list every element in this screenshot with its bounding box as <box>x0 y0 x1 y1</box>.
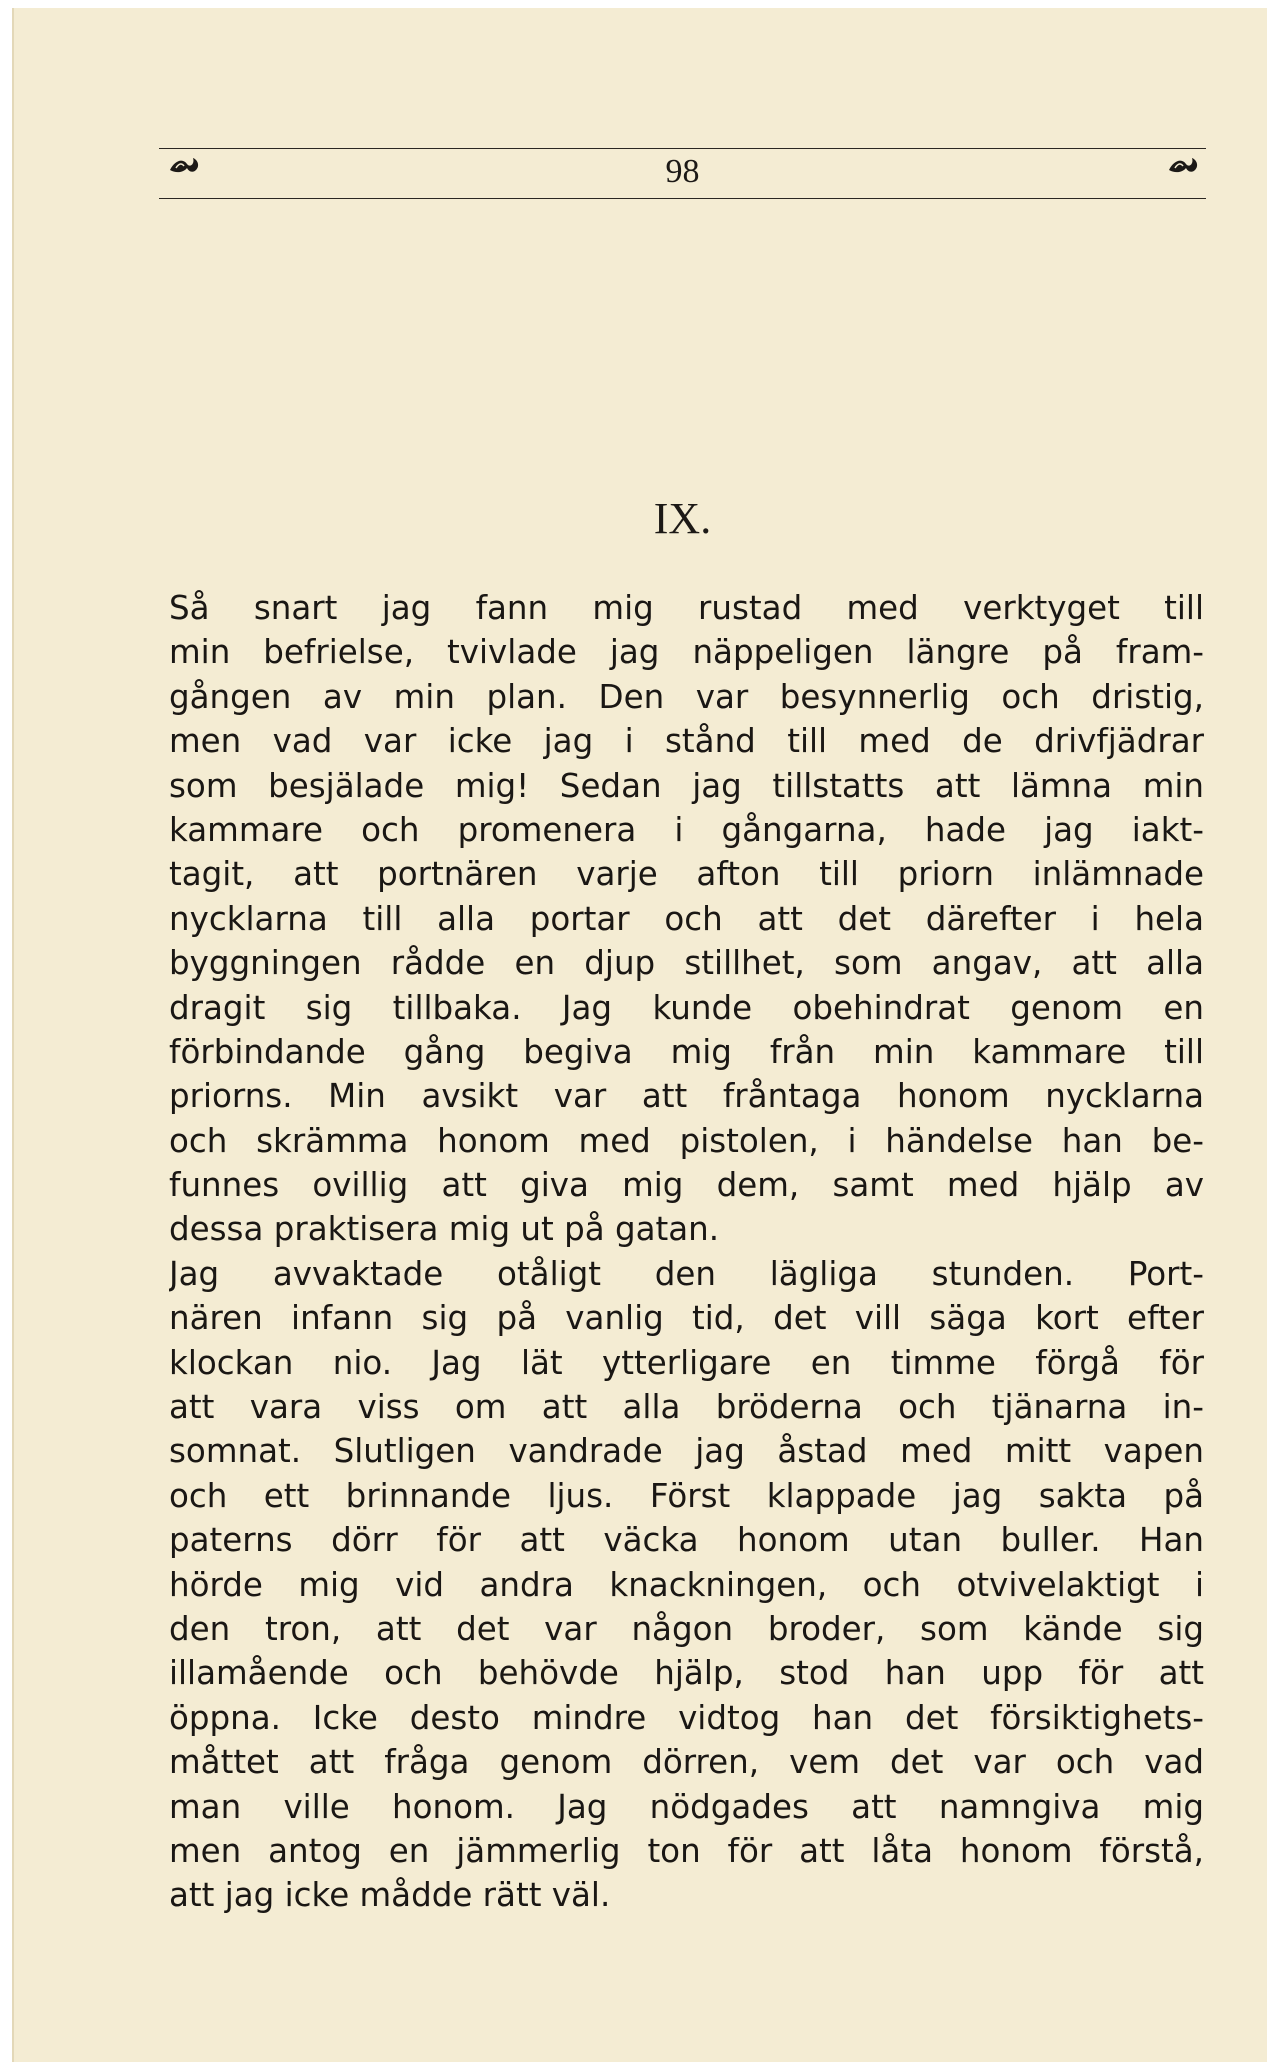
text-line: att vara viss om att alla bröderna och tjänarna in- <box>169 1388 1204 1427</box>
header-rule-bottom <box>159 198 1206 199</box>
running-header <box>159 136 1206 206</box>
chapter-heading: IX. <box>653 494 712 543</box>
text-line: Jag avvaktade otåligt den lägliga stunden. Port- <box>169 1254 1204 1293</box>
body-text <box>169 586 1204 1918</box>
text-line: Så snart jag fann mig rustad med verktyget till <box>169 589 1204 627</box>
paragraph-2 <box>169 1252 1204 1918</box>
header-rule-top <box>159 148 1206 149</box>
book-page <box>12 8 1267 2062</box>
text-line: måttet att fråga genom dörren, vem det var och vad <box>169 1743 1204 1782</box>
text-line: man ville honom. Jag nödgades att namngiva mig <box>169 1787 1204 1826</box>
text-line: hörde mig vid andra knackningen, och otvivelaktigt i <box>169 1565 1204 1604</box>
text-line: klockan nio. Jag lät ytterligare en timme förgå för <box>169 1343 1204 1382</box>
text-line: och ett brinnande ljus. Först klappade jag sakta på <box>169 1476 1204 1515</box>
text-line: nären infann sig på vanlig tid, det vill säga kort efter <box>169 1299 1204 1338</box>
text-line: priorns. Min avsikt var att fråntaga honom nycklarna <box>169 1077 1204 1116</box>
text-line: dessa praktisera mig ut på gatan. <box>169 1210 720 1249</box>
fleuron-right-icon <box>1166 150 1202 180</box>
text-line: illamående och behövde hjälp, stod han upp för att <box>169 1654 1204 1693</box>
text-line: paterns dörr för att väcka honom utan buller. Han <box>169 1521 1204 1560</box>
text-line: nycklarna till alla portar och att det därefter i hela <box>169 899 1204 938</box>
text-line: som besjälade mig! Sedan jag tillstatts att lämna min <box>169 766 1204 805</box>
paragraph-1 <box>169 586 1204 1252</box>
text-line: kammare och promenera i gångarna, hade jag iakt- <box>169 810 1204 849</box>
text-line: öppna. Icke desto mindre vidtog han det försiktighets- <box>169 1698 1204 1737</box>
text-line: och skrämma honom med pistolen, i händelse han be- <box>169 1121 1204 1160</box>
text-line: byggningen rådde en djup stillhet, som angav, att alla <box>169 944 1204 983</box>
text-line: den tron, att det var någon broder, som kände sig <box>169 1609 1204 1648</box>
text-line: att jag icke mådde rätt väl. <box>169 1876 611 1915</box>
text-line: dragit sig tillbaka. Jag kunde obehindrat genom en <box>169 988 1204 1027</box>
text-line: funnes ovillig att giva mig dem, samt med hjälp av <box>169 1166 1204 1205</box>
page-number: 98 <box>665 153 700 190</box>
text-line: somnat. Slutligen vandrade jag åstad med mitt vapen <box>169 1432 1204 1471</box>
text-line: tagit, att portnären varje afton till priorn inlämnade <box>169 855 1204 894</box>
text-line: gången av min plan. Den var besynnerlig och dristig, <box>169 677 1204 716</box>
text-line: förbindande gång begiva mig från min kammare till <box>169 1032 1204 1071</box>
text-line: men antog en jämmerlig ton för att låta honom förstå, <box>169 1831 1204 1870</box>
text-line: min befrielse, tvivlade jag näppeligen längre på fram- <box>169 633 1204 672</box>
text-line: men vad var icke jag i stånd till med de drivfjädrar <box>169 722 1204 761</box>
